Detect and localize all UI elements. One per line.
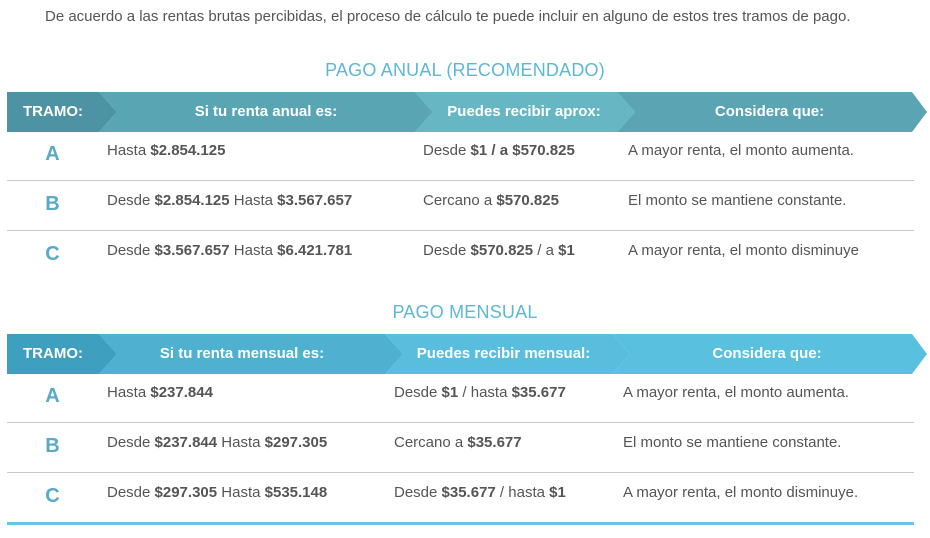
annual-header-renta: Si tu renta anual es: — [194, 103, 338, 120]
considera-cell: A mayor renta, el monto disminuye. — [623, 484, 859, 501]
considera-cell: A mayor renta, el monto aumenta. — [623, 384, 849, 401]
tramo-letter: C — [45, 243, 60, 265]
recibir-cell: Cercano a $570.825 — [423, 192, 559, 209]
recibir-cell: Desde $1 / hasta $35.677 — [394, 384, 566, 401]
renta-cell: Hasta $2.854.125 — [107, 142, 226, 159]
considera-cell: El monto se mantiene constante. — [623, 434, 842, 451]
renta-cell: Desde $3.567.657 Hasta $6.421.781 — [107, 242, 353, 259]
monthly-row-b — [7, 423, 914, 473]
annual-row-b — [7, 181, 914, 231]
monthly-row-c — [7, 473, 914, 523]
table-bottom-border — [7, 522, 914, 525]
tramo-letter: C — [45, 485, 60, 507]
considera-cell: A mayor renta, el monto aumenta. — [628, 142, 854, 159]
recibir-cell: Desde $570.825 / a $1 — [423, 242, 575, 259]
annual-header-considera: Considera que: — [714, 103, 825, 120]
tramo-letter: B — [45, 193, 60, 215]
annual-table-title: PAGO ANUAL (RECOMENDADO) — [325, 60, 605, 80]
tramo-letter: A — [45, 385, 60, 407]
tramo-letter: A — [45, 143, 60, 165]
renta-cell: Hasta $237.844 — [107, 384, 213, 401]
monthly-header-recibir: Puedes recibir mensual: — [416, 345, 591, 362]
monthly-row-a — [7, 373, 914, 423]
annual-table-header — [7, 92, 927, 132]
monthly-header-tramo: TRAMO: — [23, 345, 83, 362]
intro-text: De acuerdo a las rentas brutas percibidas, el proceso de cálculo te puede incluir en alguno de estos tres tramos de pago. — [45, 8, 851, 25]
renta-cell: Desde $297.305 Hasta $535.148 — [107, 484, 328, 501]
renta-cell: Desde $2.854.125 Hasta $3.567.657 — [107, 192, 353, 209]
annual-header-tramo: TRAMO: — [23, 103, 83, 120]
tramo-letter: B — [45, 435, 60, 457]
monthly-header-renta: Si tu renta mensual es: — [159, 345, 325, 362]
monthly-table-title: PAGO MENSUAL — [392, 302, 538, 322]
annual-row-a — [7, 131, 914, 181]
considera-cell: A mayor renta, el monto disminuye — [628, 242, 859, 259]
renta-cell: Desde $237.844 Hasta $297.305 — [107, 434, 328, 451]
recibir-cell: Cercano a $35.677 — [394, 434, 522, 451]
recibir-cell: Desde $35.677 / hasta $1 — [394, 484, 566, 501]
considera-cell: El monto se mantiene constante. — [628, 192, 847, 209]
annual-row-c — [7, 231, 914, 281]
annual-header-recibir: Puedes recibir aprox: — [447, 103, 601, 120]
monthly-header-considera: Considera que: — [712, 345, 822, 362]
monthly-table-header — [7, 334, 927, 374]
recibir-cell: Desde $1 / a $570.825 — [423, 142, 575, 159]
